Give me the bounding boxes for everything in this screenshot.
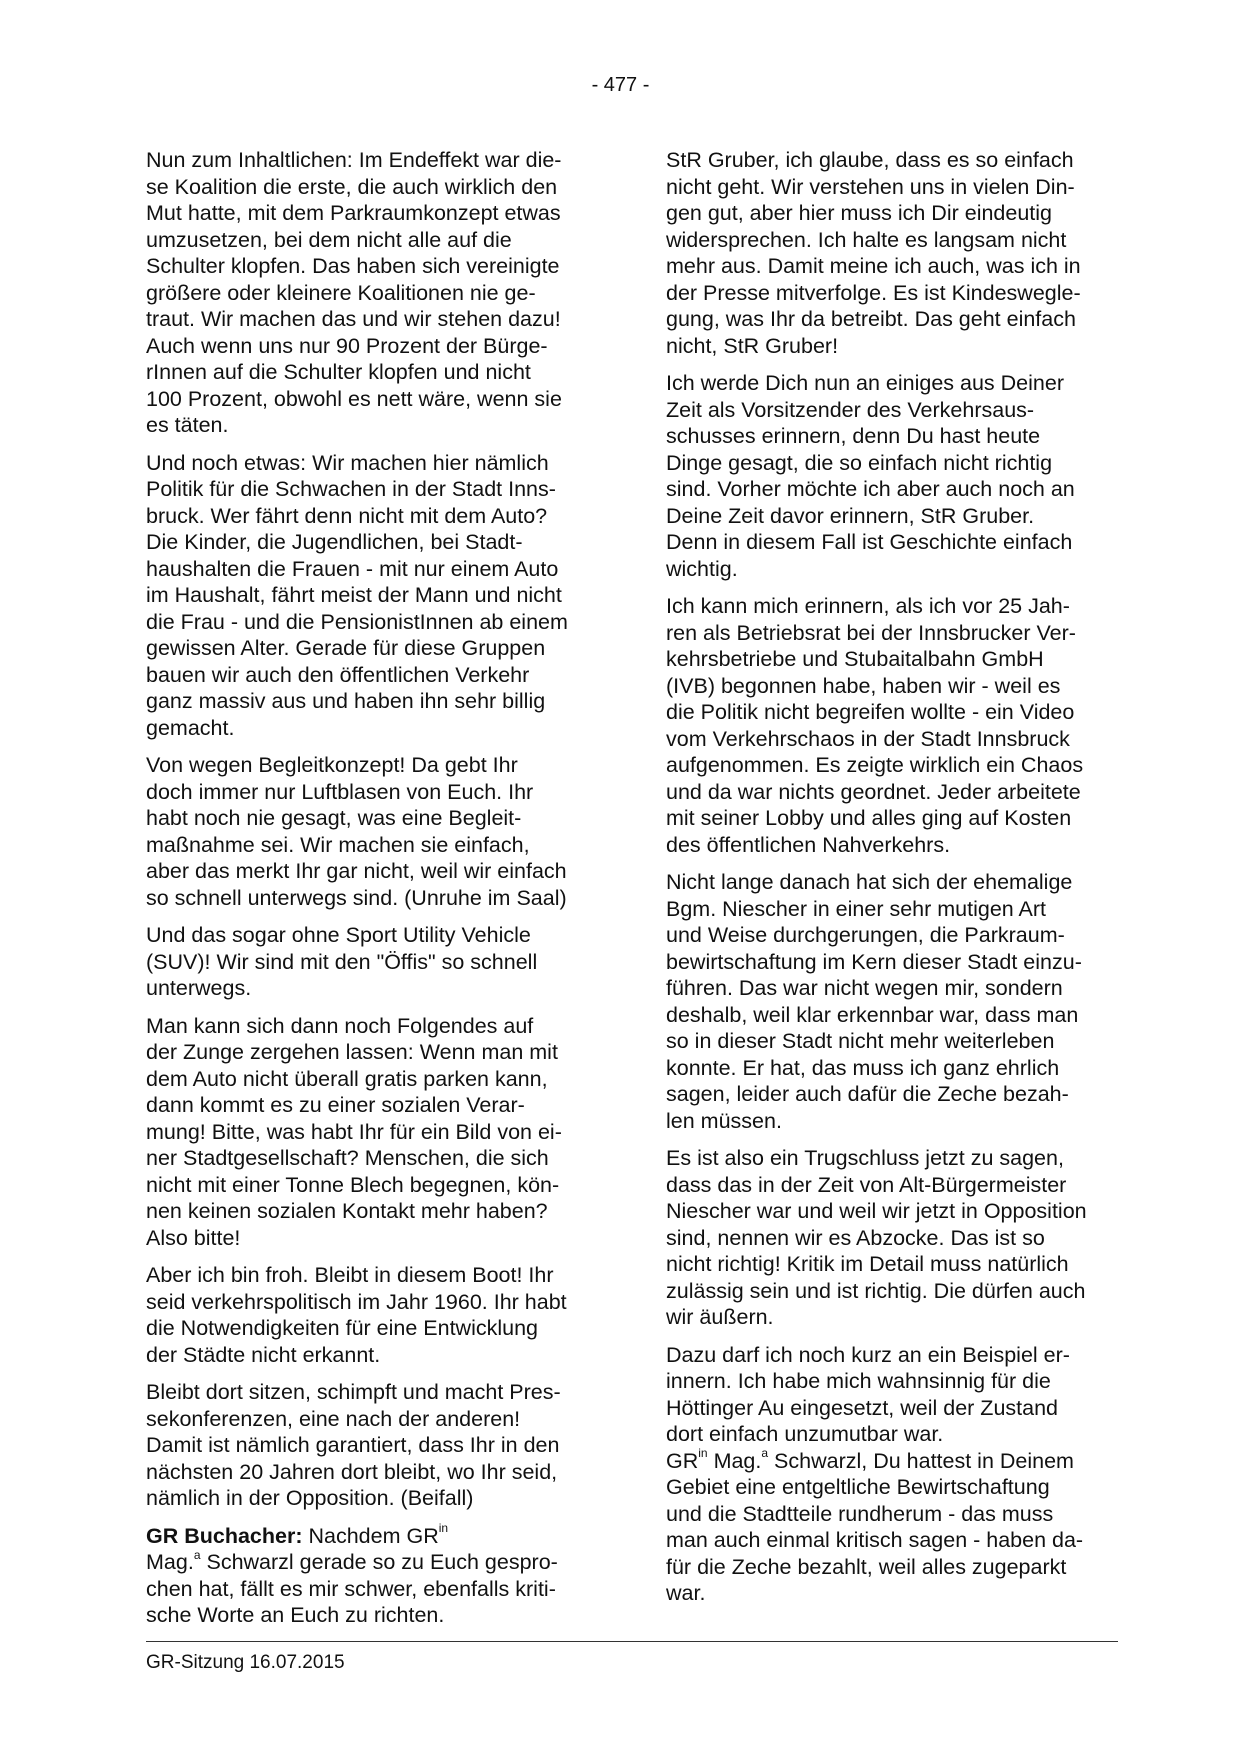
- speech-text: Nachdem GR: [302, 1523, 439, 1548]
- paragraph-text: Schwarzl, Du hattest in Deinem Gebiet eine entgeltliche Bewirtschaftung und die Stadtteile rundherum - das muss man auch einmal kritisch sagen - haben da- für die Zeche bezahlt, weil alles zugeparkt war.: [666, 1448, 1084, 1605]
- superscript: in: [698, 1446, 708, 1461]
- paragraph: Dazu darf ich noch kurz an ein Beispiel er- innern. Ich habe mich wahnsinnig für die Höttinger Au eingesetzt, weil der Zustand dort einfach unzumutbar war.: [666, 1342, 1070, 1446]
- speech-text: Schwarzl gerade so zu Euch gespro- chen hat, fällt es mir schwer, ebenfalls kriti- sche Worte an Euch zu richten.: [146, 1550, 558, 1627]
- paragraph: Und das sogar ohne Sport Utility Vehicle (SUV)! Wir sind mit den "Öffis" so schnell unterwegs.: [146, 923, 538, 1000]
- paragraph: Und noch etwas: Wir machen hier nämlich Politik für die Schwachen in der Stadt Inns- bruck. Wer fährt denn nicht mit dem Auto? Die Kinder, die Jugendlichen, bei Stadt- haushalten die Frauen - mit nur einem Auto im Haushalt, fährt meist der Mann und nicht die Frau - und die PensionistInnen ab einem gewissen Alter. Gerade für diese Gruppen bauen wir auch den öffentlichen Verkehr ganz massiv aus und haben ihn sehr billig gemacht.: [146, 450, 568, 740]
- paragraph-text: GR: [666, 1448, 699, 1473]
- paragraph: Aber ich bin froh. Bleibt in diesem Boot! Ihr seid verkehrspolitisch im Jahr 1960. Ihr habt die Notwendigkeiten für eine Entwicklung der Städte nicht erkannt.: [146, 1263, 567, 1367]
- footer-divider: [146, 1641, 1118, 1642]
- paragraph: Nun zum Inhaltlichen: Im Endeffekt war die- se Koalition die erste, die auch wirklich den Mut hatte, mit dem Parkraumkonzept etwas umzusetzen, bei dem nicht alle auf die Schulter klopfen. Das haben sich vereinigte größere oder kleinere Koalitionen nie ge- traut. Wir machen das und wir stehen dazu! Auch wenn uns nur 90 Prozent der Bürge- rInnen auf die Schulter klopfen und nicht 100 Prozent, obwohl es nett wäre, wenn sie es täten.: [146, 148, 562, 437]
- footer-text: GR-Sitzung 16.07.2015: [146, 1652, 345, 1673]
- paragraph-text: Mag.: [707, 1448, 762, 1473]
- paragraph: Ich kann mich erinnern, als ich vor 25 Jah- ren als Betriebsrat bei der Innsbrucker Ver- kehrsbetriebe und Stubaitalbahn GmbH (IVB) begonnen habe, haben wir - weil es die Politik nicht begreifen wollte - ein Video vom Verkehrschaos in der Stadt Innsbruck aufgenommen. Es zeigte wirklich ein Chaos und da war nichts geordnet. Jeder arbeitete mit seiner Lobby und alles ging auf Kosten des öffentlichen Nahverkehrs.: [666, 594, 1084, 857]
- speech-text: Mag.: [146, 1550, 194, 1574]
- speech-paragraph: [146, 1523, 597, 1629]
- paragraph: [666, 1448, 1117, 1607]
- superscript: a: [193, 1547, 201, 1562]
- paragraph: Es ist also ein Trugschluss jetzt zu sagen, dass das in der Zeit von Alt-Bürgermeister Niescher war und weil wir jetzt in Opposition sind, nennen wir es Abzocke. Das ist so nicht richtig! Kritik im Detail muss natürlich zulässig sein und ist richtig. Die dürfen auch wir äußern.: [666, 1146, 1087, 1329]
- paragraph: Man kann sich dann noch Folgendes auf der Zunge zergehen lassen: Wenn man mit dem Auto nicht überall gratis parken kann, dann kommt es zu einer sozialen Verar- mung! Bitte, was habt Ihr für ein Bild von ei- ner Stadtgesellschaft? Menschen, die sich nicht mit einer Tonne Blech begegnen, kön- nen keinen sozialen Kontakt mehr haben? Also bitte!: [146, 1013, 562, 1250]
- superscript: in: [438, 1521, 449, 1536]
- paragraph: Von wegen Begleitkonzept! Da gebt Ihr doch immer nur Luftblasen von Euch. Ihr habt noch nie gesagt, was eine Begleit- maßnahme sei. Wir machen sie einfach, aber das merkt Ihr gar nicht, weil wir einfach so schnell unterwegs sind. (Unruhe im Saal): [146, 753, 567, 910]
- paragraph: StR Gruber, ich glaube, dass es so einfach nicht geht. Wir verstehen uns in vielen Din- gen gut, aber hier muss ich Dir eindeutig widersprechen. Ich halte es langsam nicht mehr aus. Damit meine ich auch, was ich in der Presse mitverfolge. Es ist Kindeswegle- gung, was Ihr da betreibt. Das geht einfach nicht, StR Gruber!: [666, 148, 1081, 358]
- superscript: a: [761, 1446, 769, 1461]
- page-number: - 477 -: [591, 74, 650, 96]
- left-column: [146, 147, 597, 1640]
- paragraph: Ich werde Dich nun an einiges aus Deiner Zeit als Vorsitzender des Verkehrsaus- schusses erinnern, denn Du hast heute Dinge gesagt, die so einfach nicht richtig sind. Vorher möchte ich aber auch noch an Deine Zeit davor erinnern, StR Gruber. Denn in diesem Fall ist Geschichte einfach wichtig.: [666, 371, 1075, 581]
- paragraph: Nicht lange danach hat sich der ehemalige Bgm. Niescher in einer sehr mutigen Art und Weise durchgerungen, die Parkraum- bewirtschaftung im Kern dieser Stadt einzu- führen. Das war nicht wegen mir, sondern deshalb, weil klar erkennbar war, dass man so in dieser Stadt nicht mehr weiterleben konnte. Er hat, das muss ich ganz ehrlich sagen, leider auch dafür die Zeche bezah- len müssen.: [666, 870, 1082, 1133]
- paragraph: Bleibt dort sitzen, schimpft und macht Pres- sekonferenzen, eine nach der anderen! Damit ist nämlich garantiert, dass Ihr in den nächsten 20 Jahren dort bleibt, wo Ihr seid, nämlich in der Opposition. (Beifall): [146, 1380, 561, 1510]
- speaker-name: GR Buchacher:: [146, 1523, 303, 1548]
- right-column: [666, 147, 1117, 1618]
